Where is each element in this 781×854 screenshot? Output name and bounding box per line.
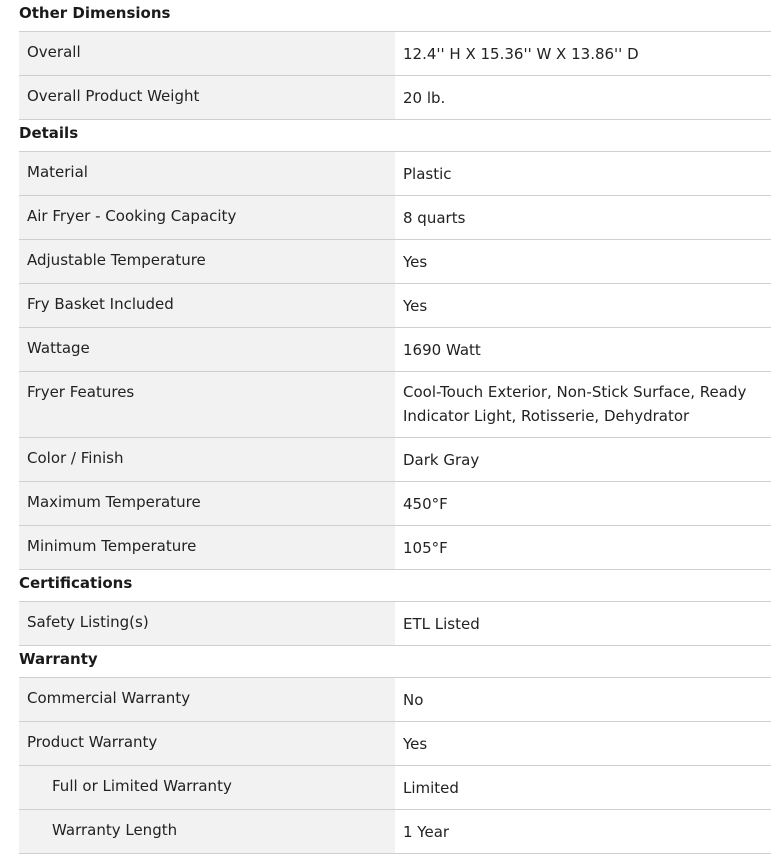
spec-label: Overall Product Weight (19, 76, 395, 119)
spec-row-color-finish (19, 438, 771, 482)
spec-value: 20 lb. (395, 76, 771, 119)
spec-table (19, 601, 771, 646)
section-certifications (0, 570, 781, 646)
spec-label: Air Fryer - Cooking Capacity (19, 196, 395, 239)
spec-row-overall (19, 32, 771, 76)
spec-row-safety-listings (19, 602, 771, 646)
spec-value: Yes (395, 284, 771, 327)
spec-row-adjustable-temperature (19, 240, 771, 284)
spec-label: Fry Basket Included (19, 284, 395, 327)
spec-label: Wattage (19, 328, 395, 371)
spec-value: Yes (395, 722, 771, 765)
spec-label: Color / Finish (19, 438, 395, 481)
spec-value: Limited (395, 766, 771, 809)
spec-label: Adjustable Temperature (19, 240, 395, 283)
spec-row-commercial-warranty (19, 678, 771, 722)
spec-label: Fryer Features (19, 372, 395, 437)
spec-value: 1 Year (395, 810, 771, 853)
spec-label: Warranty Length (19, 810, 395, 853)
spec-label: Maximum Temperature (19, 482, 395, 525)
spec-label: Material (19, 152, 395, 195)
section-details (0, 120, 781, 570)
spec-label: Product Warranty (19, 722, 395, 765)
spec-value: Yes (395, 240, 771, 283)
spec-value: 1690 Watt (395, 328, 771, 371)
section-title: Other Dimensions (19, 4, 171, 22)
section-title: Warranty (19, 650, 98, 668)
section-title: Details (19, 124, 79, 142)
spec-label: Minimum Temperature (19, 526, 395, 569)
spec-row-maximum-temperature (19, 482, 771, 526)
spec-value: Plastic (395, 152, 771, 195)
spec-value: Cool-Touch Exterior, Non-Stick Surface, Ready Indicator Light, Rotisserie, Dehydrator (395, 372, 771, 437)
spec-value: No (395, 678, 771, 721)
spec-row-material (19, 152, 771, 196)
spec-row-fryer-features (19, 372, 771, 438)
spec-row-product-warranty (19, 722, 771, 766)
spec-row-cooking-capacity (19, 196, 771, 240)
spec-table (19, 151, 771, 570)
spec-label: Overall (19, 32, 395, 75)
spec-row-minimum-temperature (19, 526, 771, 570)
spec-row-full-or-limited-warranty (19, 766, 771, 810)
spec-value: 105°F (395, 526, 771, 569)
spec-label: Safety Listing(s) (19, 602, 395, 645)
spec-label: Full or Limited Warranty (19, 766, 395, 809)
spec-table (19, 677, 771, 854)
spec-table (19, 31, 771, 120)
spec-label: Commercial Warranty (19, 678, 395, 721)
section-other-dimensions (0, 0, 781, 120)
spec-value: 8 quarts (395, 196, 771, 239)
section-title: Certifications (19, 574, 133, 592)
section-warranty (0, 646, 781, 854)
spec-value: 12.4'' H X 15.36'' W X 13.86'' D (395, 32, 771, 75)
spec-value: 450°F (395, 482, 771, 525)
spec-row-fry-basket-included (19, 284, 771, 328)
spec-value: ETL Listed (395, 602, 771, 645)
spec-value: Dark Gray (395, 438, 771, 481)
spec-row-warranty-length (19, 810, 771, 854)
spec-row-overall-product-weight (19, 76, 771, 120)
spec-row-wattage (19, 328, 771, 372)
